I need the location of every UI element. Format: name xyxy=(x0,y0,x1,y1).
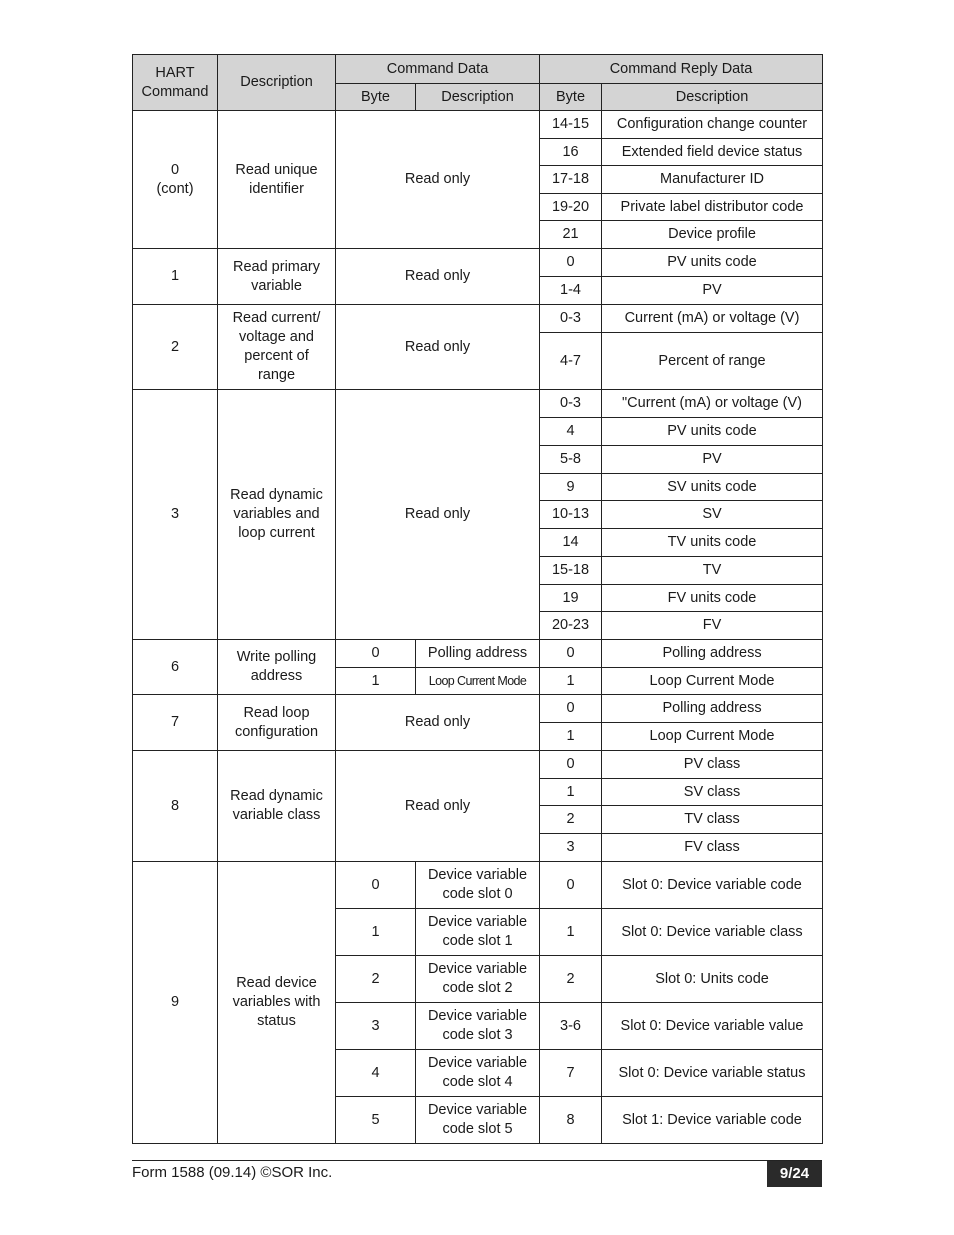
reply-byte-cell xyxy=(540,249,602,277)
command-description-cell-text: Read primary variable xyxy=(232,258,321,294)
command-number-cell-text: 1 xyxy=(170,268,180,284)
reply-byte-cell-text: 15-18 xyxy=(551,562,590,578)
command-data-description-cell-text: Device variable code slot 3 xyxy=(427,1008,528,1043)
table-row xyxy=(133,751,823,779)
command-data-byte-cell-text: 4 xyxy=(371,1064,380,1081)
reply-byte-cell xyxy=(540,194,602,221)
header-reply-byte xyxy=(540,84,602,111)
reply-description-cell-text: TV xyxy=(702,562,722,578)
command-description-cell xyxy=(218,640,336,695)
header-hart-command xyxy=(133,55,218,111)
command-description-cell-text: Read current/ voltage and percent of range xyxy=(232,310,321,383)
reply-description-cell-text: PV units code xyxy=(667,254,757,270)
reply-description-cell-text: Polling address xyxy=(662,700,762,716)
reply-description-cell-text: FV class xyxy=(684,839,740,855)
header-command-reply-data-label: Command Reply Data xyxy=(609,60,753,77)
reply-byte-cell xyxy=(540,501,602,529)
reply-description-cell-text: SV units code xyxy=(667,478,757,495)
header-data-description-label: Description xyxy=(441,88,514,105)
page-number-badge: 9/24 xyxy=(767,1161,822,1187)
reply-description-cell-text: Slot 0: Device variable value xyxy=(620,1017,804,1034)
reply-byte-cell xyxy=(540,333,602,390)
command-data-read-only-cell-text: Read only xyxy=(404,171,471,187)
reply-description-cell-text: Loop Current Mode xyxy=(649,672,775,689)
reply-description-cell xyxy=(602,390,823,418)
command-data-read-only-cell-text: Read only xyxy=(404,797,471,814)
reply-description-cell xyxy=(602,862,823,909)
reply-description-cell xyxy=(602,221,823,249)
reply-byte-cell-text: 1 xyxy=(566,783,575,800)
command-data-read-only-cell xyxy=(336,751,540,862)
reply-description-cell xyxy=(602,1050,823,1097)
reply-byte-cell-text: 0 xyxy=(566,756,575,772)
command-description-cell-text: Read device variables with status xyxy=(232,975,321,1029)
reply-description-cell-text: Loop Current Mode xyxy=(649,728,775,744)
command-number-cell-text: 9 xyxy=(170,994,180,1010)
reply-byte-cell xyxy=(540,1050,602,1097)
reply-description-cell-text: Polling address xyxy=(662,645,762,661)
command-description-cell xyxy=(218,695,336,751)
command-data-description-cell xyxy=(416,1050,540,1097)
reply-byte-cell xyxy=(540,862,602,909)
reply-description-cell xyxy=(602,640,823,668)
reply-description-cell-text: PV units code xyxy=(667,423,757,439)
reply-byte-cell-text: 0-3 xyxy=(560,310,581,326)
reply-byte-cell xyxy=(540,166,602,194)
reply-description-cell-text: Device profile xyxy=(668,226,756,242)
command-description-cell xyxy=(218,390,336,640)
reply-byte-cell-text: 14 xyxy=(562,534,579,550)
command-description-cell xyxy=(218,249,336,305)
reply-byte-cell xyxy=(540,557,602,585)
reply-byte-cell-text: 17-18 xyxy=(551,171,590,187)
reply-byte-cell-text: 5-8 xyxy=(560,451,581,467)
reply-byte-cell xyxy=(540,1097,602,1144)
command-data-read-only-cell xyxy=(336,249,540,305)
header-data-description xyxy=(416,84,540,111)
table-row xyxy=(133,695,823,723)
reply-byte-cell-text: 19-20 xyxy=(551,198,590,215)
command-data-byte-cell xyxy=(336,668,416,695)
command-data-description-cell-text: Device variable code slot 1 xyxy=(427,914,528,949)
command-description-cell-text: Read dynamic variables and loop current xyxy=(230,487,323,541)
hart-command-table xyxy=(132,54,823,1144)
reply-description-cell xyxy=(602,668,823,695)
reply-description-cell xyxy=(602,529,823,557)
reply-byte-cell-text: 7 xyxy=(566,1064,575,1081)
reply-description-cell-text: "Current (mA) or voltage (V) xyxy=(622,395,803,411)
reply-byte-cell-text: 14-15 xyxy=(551,116,590,132)
reply-description-cell xyxy=(602,1003,823,1050)
header-hart-command-label: HART Command xyxy=(141,64,209,100)
reply-byte-cell-text: 0-3 xyxy=(560,395,581,411)
reply-description-cell xyxy=(602,695,823,723)
reply-byte-cell-text: 1 xyxy=(566,923,575,940)
reply-byte-cell-text: 0 xyxy=(566,254,575,270)
reply-description-cell-text: Configuration change counter xyxy=(616,116,808,132)
command-number-cell-text: 3 xyxy=(170,506,180,522)
command-data-read-only-cell xyxy=(336,390,540,640)
reply-description-cell xyxy=(602,751,823,779)
command-data-read-only-cell xyxy=(336,695,540,751)
reply-description-cell-text: Manufacturer ID xyxy=(660,171,764,187)
reply-byte-cell xyxy=(540,834,602,862)
command-data-byte-cell xyxy=(336,1097,416,1144)
command-description-cell-text: Read dynamic variable class xyxy=(230,788,323,823)
command-description-cell xyxy=(218,111,336,249)
reply-byte-cell-text: 3-6 xyxy=(560,1017,581,1034)
command-number-cell xyxy=(133,695,218,751)
reply-byte-cell xyxy=(540,956,602,1003)
command-data-byte-cell-text: 0 xyxy=(371,645,380,661)
reply-description-cell xyxy=(602,111,823,139)
command-description-cell xyxy=(218,751,336,862)
reply-description-cell-text: Slot 0: Device variable code xyxy=(622,876,802,893)
command-description-cell-text: Read unique identifier xyxy=(235,161,318,197)
command-description-cell-text: Write polling address xyxy=(236,649,317,684)
table-row xyxy=(133,390,823,418)
command-data-description-cell xyxy=(416,909,540,956)
command-description-cell-text: Read loop configuration xyxy=(234,704,319,740)
command-data-description-cell-text: Device variable code slot 0 xyxy=(427,867,528,902)
reply-byte-cell-text: 3 xyxy=(566,839,575,855)
reply-byte-cell-text: 19 xyxy=(562,589,579,606)
reply-description-cell xyxy=(602,585,823,612)
table-row xyxy=(133,111,823,139)
reply-description-cell xyxy=(602,474,823,501)
command-data-description-cell xyxy=(416,668,540,695)
reply-byte-cell xyxy=(540,474,602,501)
command-data-description-cell-text: Device variable code slot 4 xyxy=(427,1055,528,1090)
reply-description-cell xyxy=(602,194,823,221)
reply-description-cell xyxy=(602,277,823,305)
reply-byte-cell xyxy=(540,723,602,751)
command-data-description-cell xyxy=(416,862,540,909)
header-reply-byte-label: Byte xyxy=(556,88,586,105)
command-number-cell-text: 0 (cont) xyxy=(156,161,194,197)
table-row xyxy=(133,862,823,909)
table-row xyxy=(133,249,823,277)
command-data-byte-cell xyxy=(336,640,416,668)
command-number-cell xyxy=(133,111,218,249)
header-command-data-label: Command Data xyxy=(386,60,489,77)
reply-byte-cell-text: 4-7 xyxy=(560,352,581,369)
reply-byte-cell xyxy=(540,695,602,723)
reply-description-cell-text: FV xyxy=(702,617,722,633)
reply-description-cell xyxy=(602,612,823,640)
reply-description-cell-text: SV class xyxy=(683,783,741,800)
reply-byte-cell-text: 0 xyxy=(566,700,575,716)
command-data-read-only-cell xyxy=(336,305,540,390)
hart-command-table-container xyxy=(132,54,822,1144)
reply-byte-cell xyxy=(540,529,602,557)
reply-description-cell-text: Private label distributor code xyxy=(620,198,804,215)
command-description-cell xyxy=(218,305,336,390)
command-number-cell-text: 7 xyxy=(170,714,180,730)
command-data-byte-cell-text: 1 xyxy=(371,923,380,940)
reply-description-cell xyxy=(602,305,823,333)
reply-description-cell-text: Slot 0: Device variable class xyxy=(621,923,803,940)
command-number-cell xyxy=(133,305,218,390)
reply-description-cell-text: Current (mA) or voltage (V) xyxy=(624,310,800,326)
reply-byte-cell-text: 0 xyxy=(566,645,575,661)
command-data-byte-cell-text: 1 xyxy=(371,672,380,689)
reply-byte-cell xyxy=(540,751,602,779)
command-description-cell xyxy=(218,862,336,1144)
reply-description-cell-text: PV xyxy=(702,282,722,298)
command-data-byte-cell xyxy=(336,956,416,1003)
reply-byte-cell xyxy=(540,221,602,249)
command-data-description-cell-text: Device variable code slot 5 xyxy=(427,1102,528,1137)
reply-description-cell xyxy=(602,723,823,751)
reply-description-cell-text: Slot 1: Device variable code xyxy=(622,1111,802,1128)
command-number-cell xyxy=(133,751,218,862)
reply-description-cell xyxy=(602,557,823,585)
reply-byte-cell xyxy=(540,640,602,668)
reply-description-cell-text: FV units code xyxy=(667,589,757,606)
reply-description-cell xyxy=(602,779,823,806)
reply-byte-cell xyxy=(540,446,602,474)
reply-description-cell xyxy=(602,834,823,862)
reply-byte-cell-text: 2 xyxy=(566,811,575,827)
header-data-byte-label: Byte xyxy=(360,88,390,105)
reply-description-cell-text: Slot 0: Units code xyxy=(655,970,769,987)
table-row xyxy=(133,305,823,333)
command-data-byte-cell-text: 5 xyxy=(371,1111,380,1128)
command-data-byte-cell xyxy=(336,1003,416,1050)
command-data-byte-cell-text: 2 xyxy=(371,970,380,987)
reply-description-cell xyxy=(602,249,823,277)
command-data-byte-cell xyxy=(336,1050,416,1097)
command-number-cell-text: 6 xyxy=(170,658,180,675)
header-reply-description xyxy=(602,84,823,111)
header-command-reply-data xyxy=(540,55,823,84)
reply-description-cell-text: Slot 0: Device variable status xyxy=(618,1064,806,1081)
reply-byte-cell xyxy=(540,779,602,806)
reply-byte-cell xyxy=(540,277,602,305)
reply-description-cell-text: PV xyxy=(702,451,722,467)
reply-byte-cell-text: 16 xyxy=(562,143,579,160)
reply-byte-cell-text: 20-23 xyxy=(551,617,590,633)
reply-byte-cell xyxy=(540,585,602,612)
reply-description-cell xyxy=(602,418,823,446)
command-data-description-cell xyxy=(416,1097,540,1144)
command-data-byte-cell-text: 0 xyxy=(371,876,380,893)
command-number-cell xyxy=(133,640,218,695)
reply-description-cell-text: PV class xyxy=(683,756,741,772)
reply-description-cell xyxy=(602,139,823,166)
command-data-byte-cell xyxy=(336,909,416,956)
command-data-read-only-cell-text: Read only xyxy=(404,506,471,522)
header-data-byte xyxy=(336,84,416,111)
reply-byte-cell-text: 9 xyxy=(566,478,575,495)
reply-description-cell xyxy=(602,806,823,834)
footer-form-text: Form 1588 (09.14) ©SOR Inc. xyxy=(132,1164,333,1181)
reply-byte-cell-text: 10-13 xyxy=(551,506,590,522)
header-command-data xyxy=(336,55,540,84)
command-number-cell-text: 2 xyxy=(170,338,180,355)
command-number-cell xyxy=(133,390,218,640)
command-data-description-cell xyxy=(416,956,540,1003)
command-data-description-cell-text: Device variable code slot 2 xyxy=(427,961,528,996)
command-data-description-cell xyxy=(416,640,540,668)
reply-byte-cell xyxy=(540,668,602,695)
footer-rule xyxy=(132,1160,822,1161)
reply-description-cell-text: Percent of range xyxy=(658,352,766,369)
command-data-description-cell xyxy=(416,1003,540,1050)
header-reply-description-label: Description xyxy=(675,88,749,105)
reply-byte-cell xyxy=(540,806,602,834)
reply-description-cell xyxy=(602,909,823,956)
table-row xyxy=(133,640,823,668)
reply-byte-cell-text: 2 xyxy=(566,970,575,987)
table-body xyxy=(133,111,823,1144)
command-data-byte-cell-text: 3 xyxy=(371,1017,380,1034)
command-data-read-only-cell xyxy=(336,111,540,249)
reply-byte-cell xyxy=(540,305,602,333)
reply-description-cell xyxy=(602,166,823,194)
reply-byte-cell-text: 1-4 xyxy=(560,282,581,298)
reply-byte-cell xyxy=(540,612,602,640)
header-description xyxy=(218,55,336,111)
reply-byte-cell-text: 1 xyxy=(566,672,575,689)
reply-byte-cell xyxy=(540,418,602,446)
command-data-read-only-cell-text: Read only xyxy=(404,338,471,355)
command-number-cell-text: 8 xyxy=(170,797,180,814)
reply-byte-cell-text: 21 xyxy=(562,226,579,242)
command-number-cell xyxy=(133,862,218,1144)
command-data-description-cell-text: Polling address xyxy=(427,645,528,661)
command-data-byte-cell xyxy=(336,862,416,909)
reply-description-cell xyxy=(602,956,823,1003)
command-data-read-only-cell-text: Read only xyxy=(404,714,471,730)
reply-description-cell xyxy=(602,333,823,390)
reply-description-cell-text: TV class xyxy=(684,811,740,827)
reply-description-cell xyxy=(602,501,823,529)
reply-byte-cell xyxy=(540,1003,602,1050)
reply-byte-cell-text: 8 xyxy=(566,1111,575,1128)
reply-description-cell-text: SV xyxy=(702,506,722,522)
reply-byte-cell-text: 4 xyxy=(566,423,575,439)
reply-byte-cell-text: 1 xyxy=(566,728,575,744)
reply-byte-cell xyxy=(540,139,602,166)
reply-description-cell xyxy=(602,1097,823,1144)
reply-byte-cell xyxy=(540,390,602,418)
reply-byte-cell xyxy=(540,111,602,139)
reply-description-cell xyxy=(602,446,823,474)
command-number-cell xyxy=(133,249,218,305)
header-description-label: Description xyxy=(240,74,313,90)
reply-description-cell-text: TV units code xyxy=(667,534,757,550)
command-data-description-cell-text: Loop Current Mode xyxy=(428,673,527,688)
reply-byte-cell-text: 0 xyxy=(566,876,575,893)
reply-byte-cell xyxy=(540,909,602,956)
command-data-read-only-cell-text: Read only xyxy=(404,268,471,284)
reply-description-cell-text: Extended field device status xyxy=(621,143,803,160)
